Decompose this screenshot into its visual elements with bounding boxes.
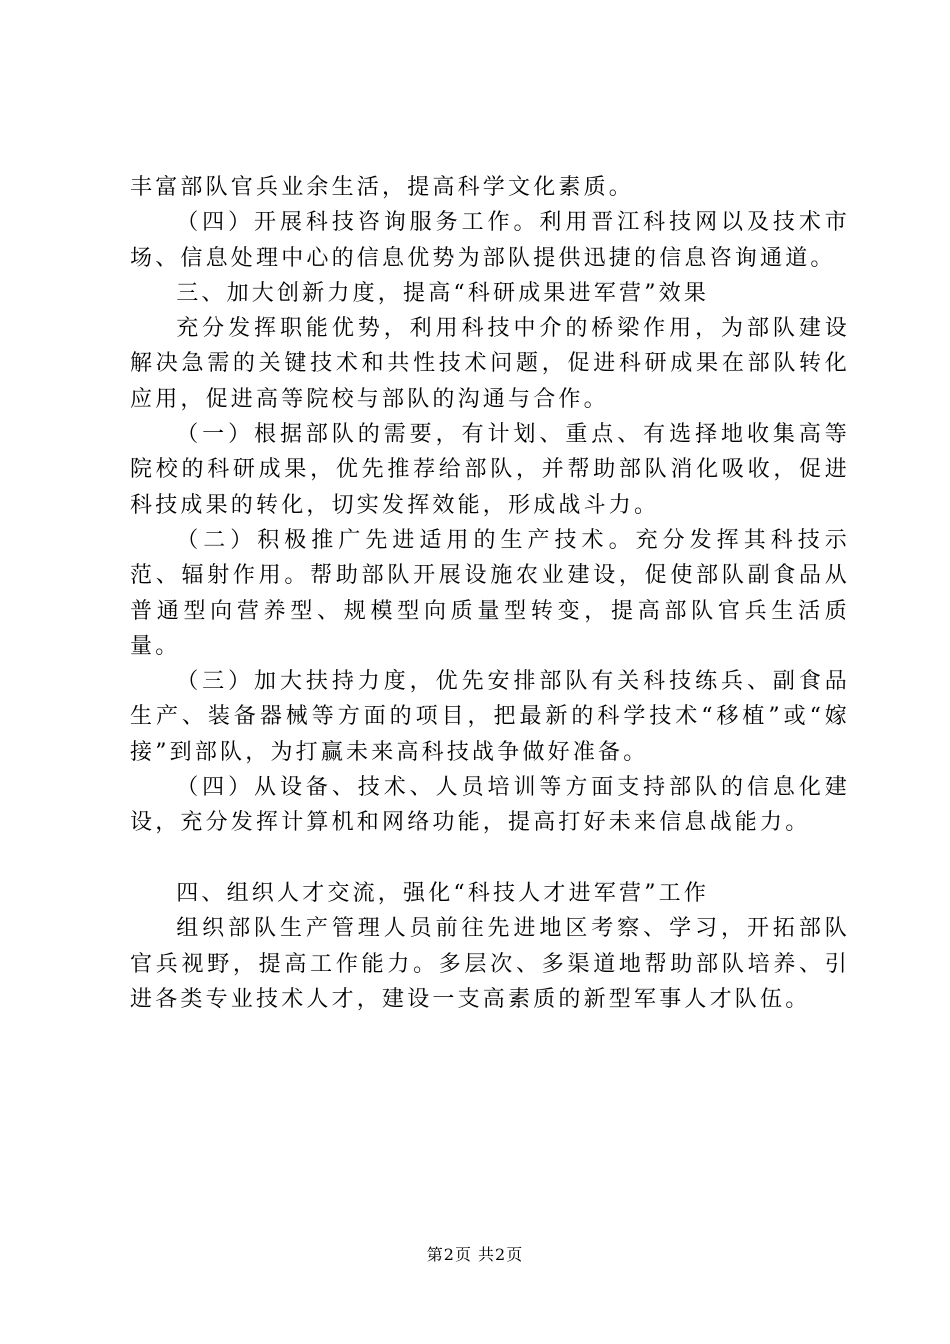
page-number-footer: 第2页 共2页 (426, 1245, 524, 1264)
section-heading-4: 四、组织人才交流，强化“科技人才进军营”工作 (176, 880, 710, 906)
paragraph-item-3: （三）加大扶持力度，优先安排部队有关科技练兵、副食品生产、装备器械等方面的项目，把最新的科学技术“移植”或“嫁接”到部队，为打赢未来高科技战争做好准备。 (130, 669, 850, 765)
section-heading-3: 三、加大创新力度，提高“科研成果进军营”效果 (176, 280, 710, 306)
paragraph-item-2: （二）积极推广先进适用的生产技术。充分发挥其科技示范、辐射作用。帮助部队开展设施农业建设，促使部队副食品从普通型向营养型、规模型向质量型转变，提高部队官兵生活质量。 (130, 527, 850, 659)
paragraph-item-4: （四）从设备、技术、人员培训等方面支持部队的信息化建设，充分发挥计算机和网络功能，提高打好未来信息战能力。 (130, 775, 850, 836)
paragraph-item-consulting: （四）开展科技咨询服务工作。利用晋江科技网以及技术市场、信息处理中心的信息优势为部队提供迅捷的信息咨询通道。 (130, 210, 850, 271)
paragraph-section-4-body: 组织部队生产管理人员前往先进地区考察、学习，开拓部队官兵视野，提高工作能力。多层次、多渠道地帮助部队培养、引进各类专业技术人才，建设一支高素质的新型军事人才队伍。 (130, 916, 850, 1012)
document-body (130, 170, 850, 1017)
paragraph-item-1: （一）根据部队的需要，有计划、重点、有选择地收集高等院校的科研成果，优先推荐给部队，并帮助部队消化吸收，促进科技成果的转化，切实发挥效能，形成战斗力。 (130, 422, 850, 518)
paragraph-section-3-intro: 充分发挥职能优势，利用科技中介的桥梁作用，为部队建设解决急需的关键技术和共性技术问题，促进科研成果在部队转化应用，促进高等院校与部队的沟通与合作。 (130, 316, 850, 412)
blank-line (130, 841, 850, 876)
paragraph-continuation: 丰富部队官兵业余生活，提高科学文化素质。 (130, 175, 635, 200)
